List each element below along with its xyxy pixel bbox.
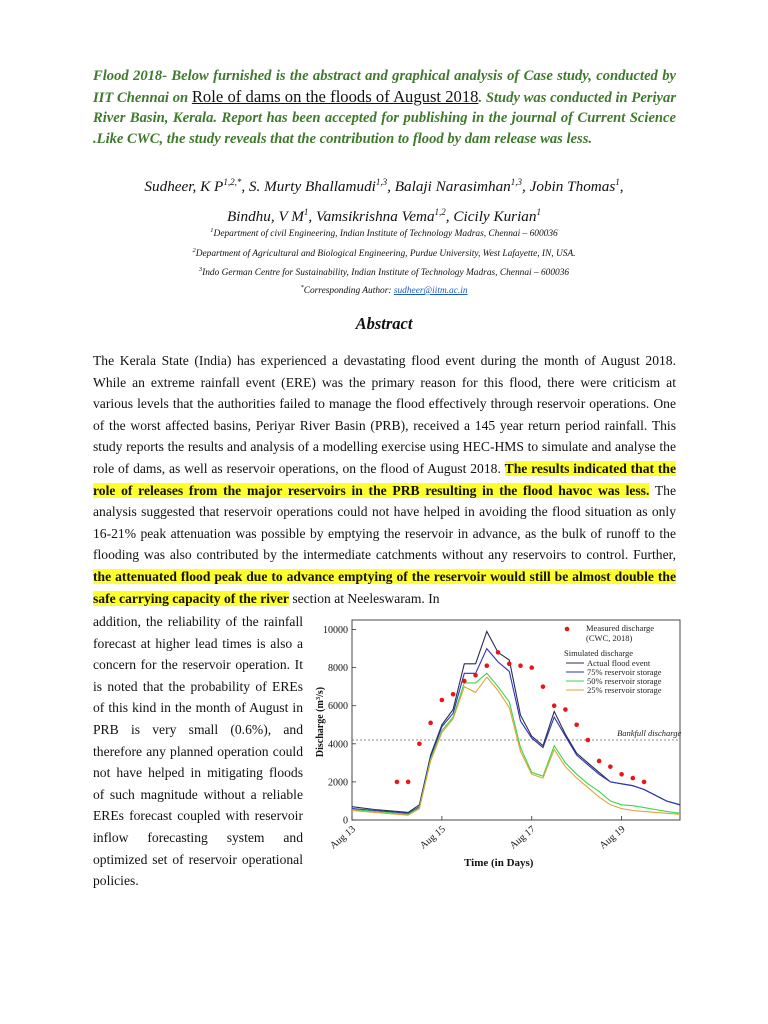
affiliation-text: Indo German Centre for Sustainability, Indian Institute of Technology Madras, Chennai – 600036 (202, 268, 570, 279)
measured-point (574, 722, 579, 727)
intro-paragraph (93, 66, 676, 149)
legend-measured-title: Measured discharge (586, 623, 655, 633)
measured-point (608, 764, 613, 769)
author-list (60, 170, 708, 229)
measured-point (417, 742, 422, 747)
y-axis-label-text: Discharge (m (315, 700, 326, 758)
highlighted-text-2: the attenuated flood peak due to advance emptying of the reservoir would still be almost double the safe carrying capacity of the river (93, 568, 676, 606)
measured-point (507, 662, 512, 667)
author-name: Jobin Thomas (529, 178, 616, 196)
legend-label: 75% reservoir storage (587, 667, 662, 677)
y-tick-label: 2000 (328, 777, 348, 789)
measured-point (496, 650, 501, 655)
measured-point (518, 663, 523, 668)
x-tick-label: Aug 13 (328, 823, 358, 852)
abstract-text-2: The analysis suggested that reservoir operations could not have helped in avoiding the flood situation as only 16-21% peak attenuation was possible by emptying the reservoir in advance, as the bulk of runoff to the flooding was also contributed by the intermediate catchments without any reservoirs to control. Further, (93, 482, 676, 563)
intro-text-pre: Flood 2018- Below furnished is the abstract and graphical analysis of Case study, conducted by IIT Chennai on (93, 68, 676, 106)
corresponding-sup: * (300, 284, 304, 291)
legend-label: Actual flood event (587, 658, 651, 668)
author-sup: 1,2 (434, 206, 446, 217)
legend-measured-marker (565, 627, 570, 632)
measured-point (428, 721, 433, 726)
measured-point (586, 738, 591, 743)
author-sup: 1 (615, 177, 620, 187)
y-axis-label (315, 687, 326, 757)
legend-simulated-title: Simulated discharge (564, 648, 634, 658)
measured-point (631, 776, 636, 781)
author-name: Balaji Narasimhan (394, 178, 511, 196)
chart-legend (564, 623, 662, 695)
affiliation-2 (60, 245, 708, 260)
author-name: Vamsikrishna Vema (316, 207, 435, 225)
abstract-body (93, 350, 676, 609)
author-line-1: Sudheer, K $P^{1,2,*}$, S. Murty Bhallamudi$^{1,3}$, Balaji Narasimhan$^{1,3}$, Jobin Thomas$^1$, (144, 177, 624, 196)
measured-point (462, 679, 467, 684)
x-axis-label: Time (in Days) (464, 857, 534, 869)
series-line (352, 677, 680, 815)
affiliation-1 (60, 225, 708, 240)
affiliation-sup: 2 (192, 247, 196, 254)
author-sup: 1 (303, 206, 309, 217)
discharge-chart (310, 612, 690, 874)
intro-text-post: . Study was conducted in Periyar River Basin, Kerala. Report has been accepted for publishing in the journal of Current Science .Like CWC, the study reveals that the contribution to flood by dam release was less. (93, 89, 676, 147)
x-tick-label: Aug 19 (597, 823, 628, 852)
author-sup: 1,2,* (223, 177, 242, 187)
measured-point (406, 780, 411, 785)
abstract-text-3: section at Neeleswaram. In (288, 590, 440, 606)
corresponding-email-link[interactable]: sudheer@iitm.ac.in (393, 286, 468, 297)
y-tick-label: 0 (343, 815, 348, 827)
author-name: Sudheer, K P (144, 178, 224, 196)
discharge-chart-svg (310, 612, 690, 874)
y-axis-label-end: /s) (315, 686, 326, 697)
y-tick-label: 10000 (323, 625, 348, 637)
legend-label: 25% reservoir storage (587, 685, 662, 695)
measured-point (552, 703, 557, 708)
measured-point (440, 698, 445, 703)
affiliation-sup: 3 (198, 266, 203, 273)
affiliation-sup: 1 (210, 227, 214, 234)
measured-point (541, 684, 546, 689)
corresponding-label: Corresponding Author: (303, 286, 394, 297)
x-tick-label: Aug 15 (417, 823, 448, 852)
measured-point (451, 692, 456, 697)
y-tick-label: 6000 (328, 701, 348, 713)
measured-point (484, 663, 489, 668)
author-name: S. Murty Bhallamudi (248, 178, 376, 196)
affiliation-text: Department of Agricultural and Biological Engineering, Purdue University, West Lafayette, IN, USA. (195, 249, 576, 260)
measured-point (563, 707, 568, 712)
y-tick-label: 8000 (328, 663, 348, 675)
abstract-heading: Abstract (355, 314, 413, 333)
author-sup: 1 (536, 206, 541, 217)
measured-point (395, 780, 400, 785)
measured-point (619, 772, 624, 777)
author-sup: 1,3 (510, 177, 523, 187)
corresponding-author (60, 282, 708, 297)
legend-measured-sub: (CWC, 2018) (586, 633, 633, 643)
author-name: Bindhu, V M (226, 207, 304, 225)
author-line-2: Bindhu, V $M^1$, Vamsikrishna Vema$^{1,2}$, Cicily Kurian$^1$ (226, 206, 541, 225)
author-sup: 1,3 (375, 177, 388, 187)
x-tick-label: Aug 17 (507, 823, 538, 852)
y-axis-label-sup: 3 (315, 696, 322, 701)
abstract-text-1: The Kerala State (India) has experienced a devastating flood event during the month of August 2018. While an extreme rainfall event (ERE) was the primary reason for this flood, there were criticism at various levels that the authorities failed to manage the flood effectively through reservoir operations. One of the worst affected basins, Periyar River Basin (PRB), received a 145 year return period rainfall. This study reports the results and analysis of a modelling exercise using HEC-HMS to simulate and analyse the role of dams, as well as reservoir operations, on the flood of August 2018. (93, 353, 676, 476)
measured-point (529, 665, 534, 670)
affiliation-3 (60, 264, 708, 279)
highlighted-text-1: The results indicated that the role of releases from the major reservoirs in the PRB resulting in the flood havoc was less. (93, 460, 676, 498)
legend-label: 50% reservoir storage (587, 676, 662, 686)
author-name: Cicily Kurian (453, 207, 537, 225)
measured-point (597, 759, 602, 764)
paper-title-link[interactable]: Role of dams on the floods of August 2018 (191, 86, 479, 106)
measured-point (642, 780, 647, 785)
measured-point (473, 673, 478, 678)
affiliation-text: Department of civil Engineering, Indian Institute of Technology Madras, Chennai – 600036 (213, 229, 558, 240)
y-tick-label: 4000 (328, 739, 348, 751)
bankfull-label: Bankfull discharge (617, 728, 682, 738)
abstract-side-text: addition, the reliability of the rainfall forecast at higher lead times is also a concern for the reservoir operation. It is noted that the probability of EREs of this kind in the month of August in PRB is very small (0.6%), and therefore any planned operation could not have helped in mitigating floods of such magnitude without a reliable EREs forecast coupled with reservoir inflow forecasting system and optimized set of reservoir operational policies. (93, 614, 303, 889)
